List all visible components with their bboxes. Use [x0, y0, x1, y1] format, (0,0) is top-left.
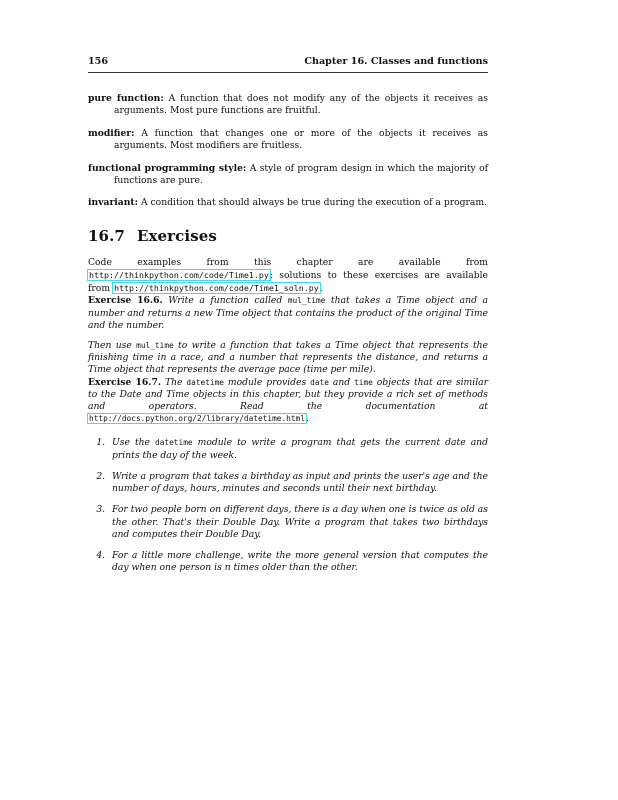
glossary-definition: A condition that should always be true during the execution of a program.	[140, 197, 488, 209]
inline-code: date	[310, 377, 329, 387]
exercise-text: The	[161, 376, 187, 388]
glossary-entry	[88, 197, 488, 209]
exercise-16-6-continued	[88, 340, 488, 377]
chapter-title: Chapter 16. Classes and functions	[304, 56, 488, 67]
glossary-term: invariant:	[88, 197, 139, 209]
glossary-term: pure function:	[88, 93, 164, 104]
list-item: 3. For two people born on different days, there is a day when one is twice as old as the other. That's their Double Day. Write a program that takes two birthdays and computes their Double Day.	[108, 504, 488, 541]
list-item-text: Use the	[112, 437, 156, 449]
exercise-list	[88, 437, 488, 574]
exercise-label: Exercise 16.7.	[88, 376, 162, 388]
glossary	[88, 93, 488, 210]
inline-code: mul_time	[136, 341, 174, 351]
intro-text: ; solutions to these exercises are available from	[88, 270, 488, 295]
exercise-text: .	[305, 413, 309, 425]
exercise-16-7	[88, 377, 488, 426]
glossary-entry	[88, 128, 488, 153]
datetime-docs-link[interactable]: http://docs.python.org/2/library/datetime.html	[89, 414, 305, 424]
list-item: 2. Write a program that takes a birthday as input and prints the user's age and the number of days, hours, minutes and seconds until their next birthday.	[108, 471, 488, 495]
glossary-term: functional programming style:	[88, 162, 247, 174]
inline-code: time	[354, 377, 373, 387]
exercise-text: Then use	[88, 340, 137, 352]
glossary-definition: A function that changes one or more of the objects it receives as arguments. Most modifiers are fruitless.	[114, 127, 488, 152]
solution-link-time1[interactable]: http://thinkpython.com/code/Time1_soln.py	[113, 283, 319, 294]
glossary-entry	[88, 93, 488, 118]
exercise-label: Exercise 16.6.	[88, 295, 163, 307]
glossary-entry	[88, 163, 488, 188]
glossary-definition: A style of program design in which the majority of functions are pure.	[114, 162, 489, 187]
page-number: 156	[88, 56, 109, 67]
exercise-16-6	[88, 295, 488, 332]
list-item-text: module to write a program that gets the current date and prints the day of the week.	[112, 437, 488, 461]
inline-code: datetime	[186, 377, 224, 387]
section-number: 16.7	[88, 226, 125, 245]
exercise-text: and	[328, 376, 355, 388]
exercise-text: module provides	[223, 376, 311, 388]
exercise-text: that takes a Time object and a number and returns a new Time object that contains the product of the original Time and the number.	[88, 295, 488, 331]
inline-code: mul_time	[287, 296, 326, 306]
list-item: 4. For a little more challenge, write the more general version that computes the day when one person is n times older than the other.	[108, 550, 488, 574]
list-item	[108, 437, 488, 461]
section-title: Exercises	[136, 226, 217, 245]
exercise-text: objects that are similar to the Date and Time objects in this chapter, but they provide a rich set of methods and operators. Read the documentation at	[88, 376, 488, 413]
inline-code: datetime	[155, 438, 193, 448]
exercise-text: Write a function called	[162, 295, 288, 307]
exercise-text: to write a function that takes a Time object that represents the finishing time in a race, and a number that represents the distance, and returns a Time object that represents the average pace (time per mile).	[88, 340, 488, 376]
code-link-time1[interactable]: http://thinkpython.com/code/Time1.py	[89, 270, 269, 281]
intro-paragraph	[88, 257, 488, 296]
intro-text: .	[319, 283, 323, 295]
page	[88, 56, 488, 583]
glossary-definition: A function that does not modify any of the objects it receives as arguments. Most pure functions are fruitful.	[114, 93, 489, 117]
running-header	[88, 56, 488, 73]
section-heading	[88, 227, 488, 245]
glossary-term: modifier:	[88, 127, 135, 139]
intro-text: Code examples from this chapter are available from	[88, 256, 488, 268]
